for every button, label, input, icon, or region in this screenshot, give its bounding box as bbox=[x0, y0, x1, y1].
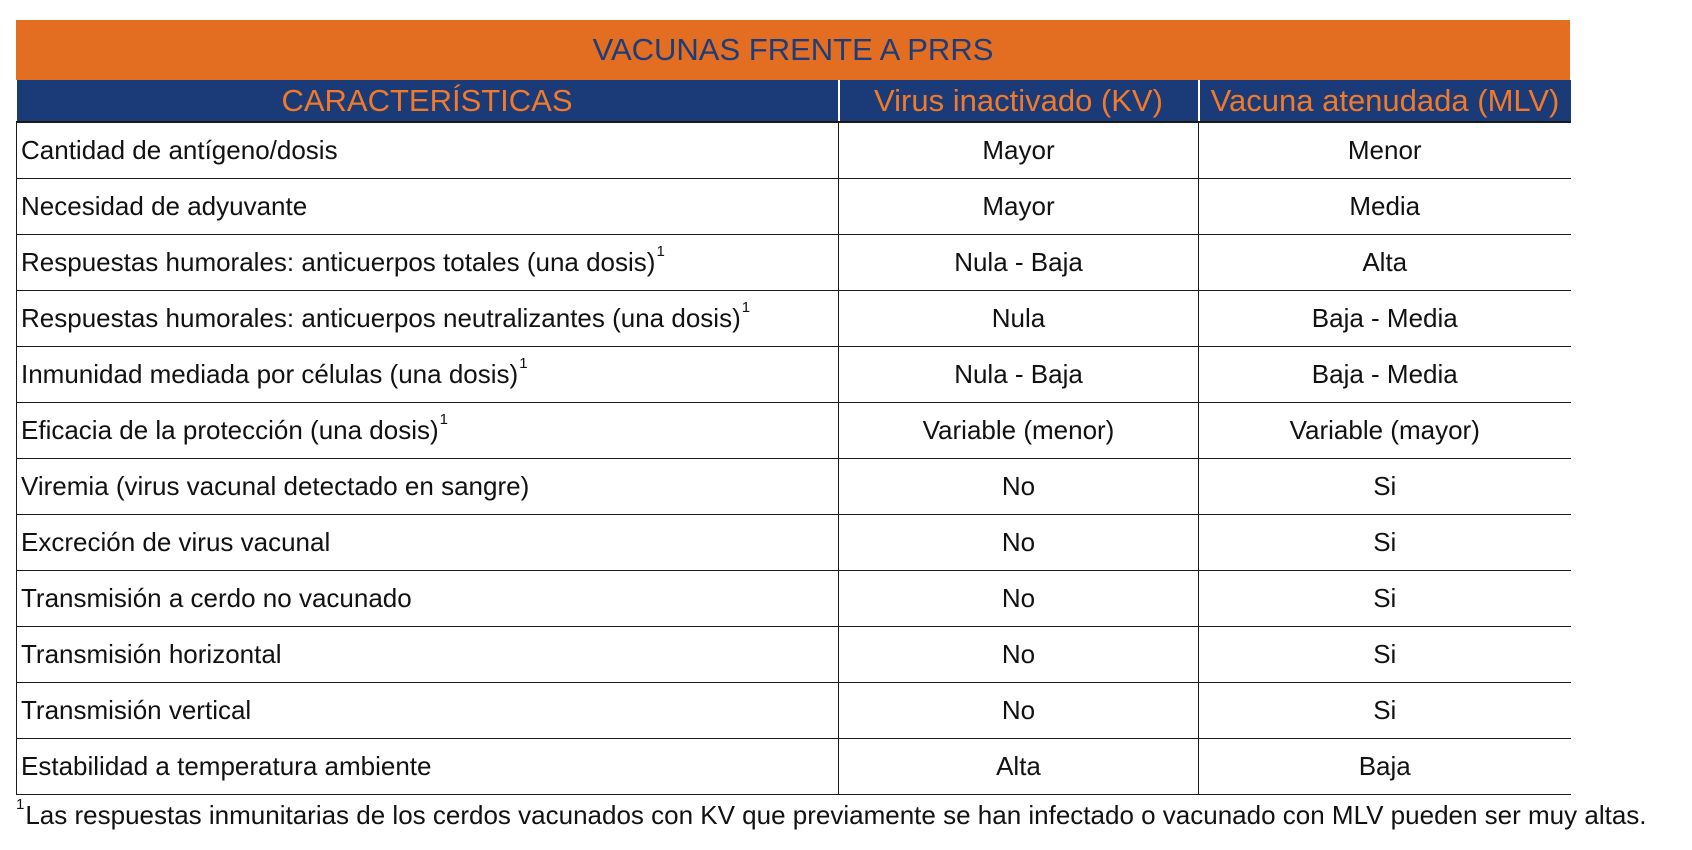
kv-value-cell: No bbox=[839, 627, 1199, 683]
characteristic-cell bbox=[17, 459, 839, 515]
vaccine-comparison-table-container bbox=[16, 20, 1570, 795]
table-row bbox=[17, 459, 1571, 515]
mlv-value-cell: Alta bbox=[1199, 235, 1571, 291]
characteristic-label: Transmisión a cerdo no vacunado bbox=[21, 583, 412, 613]
characteristic-label: Estabilidad a temperatura ambiente bbox=[21, 751, 432, 781]
mlv-value-cell: Baja - Media bbox=[1199, 347, 1571, 403]
footnote-reference: 1 bbox=[519, 355, 528, 372]
table-row bbox=[17, 515, 1571, 571]
characteristic-label: Cantidad de antígeno/dosis bbox=[21, 135, 338, 165]
mlv-value-cell: Si bbox=[1199, 459, 1571, 515]
mlv-value-cell: Menor bbox=[1199, 122, 1571, 179]
comparison-table bbox=[16, 80, 1571, 795]
header-kv: Virus inactivado (KV) bbox=[839, 80, 1199, 122]
footnote-text: Las respuestas inmunitarias de los cerdos vacunados con KV que previamente se han infectado o vacunado con MLV pueden ser muy altas. bbox=[25, 800, 1647, 830]
table-row bbox=[17, 291, 1571, 347]
mlv-value-cell: Baja - Media bbox=[1199, 291, 1571, 347]
table-row bbox=[17, 403, 1571, 459]
characteristic-cell bbox=[17, 347, 839, 403]
header-row bbox=[17, 80, 1571, 122]
kv-value-cell: Nula - Baja bbox=[839, 347, 1199, 403]
characteristic-cell bbox=[17, 122, 839, 179]
table-row bbox=[17, 739, 1571, 795]
footnote bbox=[16, 796, 1686, 831]
header-characteristics: CARACTERÍSTICAS bbox=[17, 80, 839, 122]
mlv-value-cell: Variable (mayor) bbox=[1199, 403, 1571, 459]
table-row bbox=[17, 571, 1571, 627]
characteristic-cell bbox=[17, 571, 839, 627]
footnote-marker: 1 bbox=[16, 796, 25, 813]
kv-value-cell: Mayor bbox=[839, 122, 1199, 179]
mlv-value-cell: Si bbox=[1199, 515, 1571, 571]
kv-value-cell: No bbox=[839, 571, 1199, 627]
characteristic-label: Respuestas humorales: anticuerpos neutralizantes (una dosis) bbox=[21, 303, 741, 333]
characteristic-cell bbox=[17, 179, 839, 235]
characteristic-label: Necesidad de adyuvante bbox=[21, 191, 308, 221]
characteristic-cell bbox=[17, 683, 839, 739]
table-row bbox=[17, 683, 1571, 739]
table-row bbox=[17, 179, 1571, 235]
mlv-value-cell: Si bbox=[1199, 683, 1571, 739]
characteristic-label: Eficacia de la protección (una dosis) bbox=[21, 415, 439, 445]
characteristic-label: Excreción de virus vacunal bbox=[21, 527, 331, 557]
footnote-reference: 1 bbox=[741, 299, 751, 316]
kv-value-cell: Alta bbox=[839, 739, 1199, 795]
mlv-value-cell: Si bbox=[1199, 571, 1571, 627]
characteristic-label: Inmunidad mediada por células (una dosis) bbox=[21, 359, 519, 389]
table-body bbox=[17, 122, 1571, 795]
mlv-value-cell: Si bbox=[1199, 627, 1571, 683]
table-row bbox=[17, 235, 1571, 291]
characteristic-cell bbox=[17, 291, 839, 347]
table-row bbox=[17, 347, 1571, 403]
mlv-value-cell: Baja bbox=[1199, 739, 1571, 795]
kv-value-cell: Mayor bbox=[839, 179, 1199, 235]
characteristic-label: Transmisión vertical bbox=[21, 695, 252, 725]
characteristic-label: Respuestas humorales: anticuerpos totales (una dosis) bbox=[21, 247, 656, 277]
characteristic-cell bbox=[17, 515, 839, 571]
kv-value-cell: Nula bbox=[839, 291, 1199, 347]
table-title: VACUNAS FRENTE A PRRS bbox=[16, 20, 1570, 80]
table-row bbox=[17, 627, 1571, 683]
characteristic-cell bbox=[17, 235, 839, 291]
kv-value-cell: No bbox=[839, 459, 1199, 515]
characteristic-cell bbox=[17, 627, 839, 683]
kv-value-cell: Nula - Baja bbox=[839, 235, 1199, 291]
characteristic-cell bbox=[17, 739, 839, 795]
kv-value-cell: No bbox=[839, 515, 1199, 571]
kv-value-cell: Variable (menor) bbox=[839, 403, 1199, 459]
characteristic-cell bbox=[17, 403, 839, 459]
footnote-reference: 1 bbox=[656, 243, 665, 260]
header-mlv: Vacuna atenudada (MLV) bbox=[1199, 80, 1571, 122]
kv-value-cell: No bbox=[839, 683, 1199, 739]
table-row bbox=[17, 122, 1571, 179]
characteristic-label: Viremia (virus vacunal detectado en sangre) bbox=[21, 471, 530, 501]
mlv-value-cell: Media bbox=[1199, 179, 1571, 235]
characteristic-label: Transmisión horizontal bbox=[21, 639, 282, 669]
footnote-reference: 1 bbox=[439, 411, 449, 428]
